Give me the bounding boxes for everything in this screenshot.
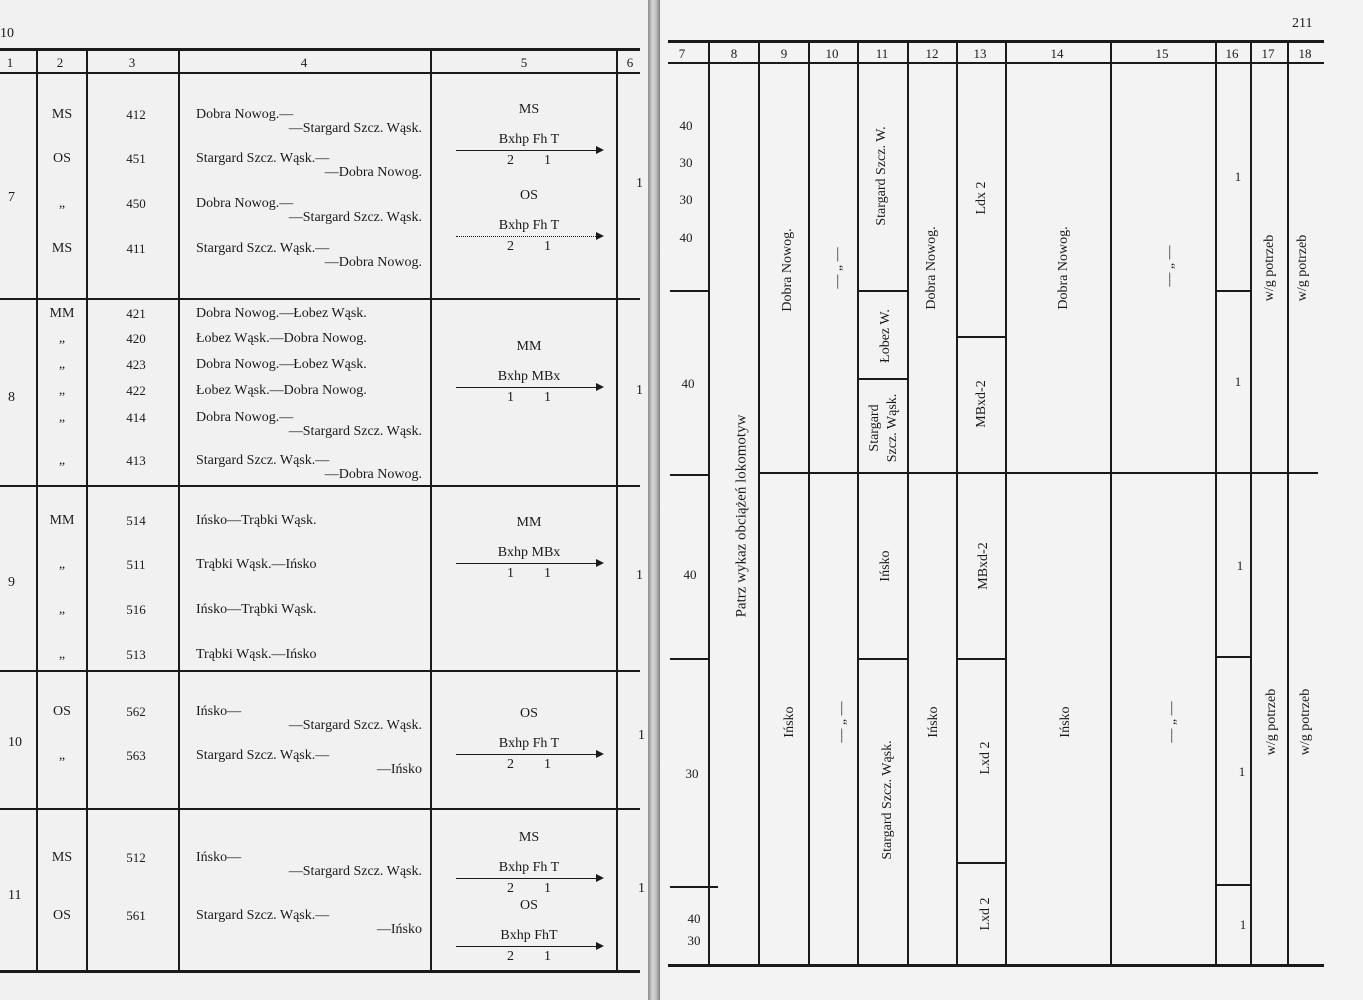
group-separator [857, 658, 907, 660]
route-line-1: Łobez Wąsk.—Dobra Nowog. [196, 331, 367, 346]
route-line-1: Ińsko— [196, 850, 242, 865]
train-category: „ [58, 453, 66, 468]
count: 2 [507, 153, 514, 168]
route-line-2: —Dobra Nowog. [324, 255, 422, 270]
route-line-2: —Dobra Nowog. [324, 467, 422, 482]
arrow-line [456, 563, 602, 564]
car-counts [456, 757, 602, 773]
group-number: 8 [8, 390, 15, 405]
route-line-1: Ińsko—Trąbki Wąsk. [196, 602, 317, 617]
train-number: 511 [126, 557, 146, 572]
route-line-1: Dobra Nowog.— [196, 196, 294, 211]
train-category: „ [58, 383, 66, 398]
count: 1 [544, 881, 551, 896]
col-divider [1215, 42, 1217, 964]
column-header: 5 [520, 55, 528, 70]
group-separator [1215, 290, 1250, 292]
car-counts [456, 881, 602, 897]
station-name: Stargard Szcz. Wąsk. [880, 740, 895, 860]
car-counts [456, 566, 602, 582]
group-separator [0, 808, 640, 810]
route-line-2: —Stargard Szcz. Wąsk. [288, 210, 422, 225]
train-category: „ [58, 331, 66, 346]
station-name: Ińsko [878, 550, 893, 582]
count: 1 [544, 390, 551, 405]
train-composition [456, 515, 602, 582]
count: 1 [544, 239, 551, 254]
count: 1 [544, 566, 551, 581]
train-composition [456, 188, 602, 255]
column-header: 11 [875, 46, 889, 61]
right-page [660, 0, 1363, 1000]
col-divider [758, 42, 760, 964]
route-line-1: Dobra Nowog.— [196, 107, 294, 122]
route-line-1: Dobra Nowog.—Łobez Wąsk. [196, 306, 367, 321]
car-types: Bxhp Fh T [498, 860, 560, 875]
route-line-2: —Stargard Szcz. Wąsk. [288, 121, 422, 136]
composition-class: MM [516, 339, 542, 354]
train-category: MM [49, 513, 75, 528]
group-number: 10 [8, 735, 22, 750]
group-separator [670, 290, 708, 292]
train-number: 561 [126, 908, 146, 923]
station-name: Ińsko [926, 706, 941, 738]
train-number: 413 [126, 453, 146, 468]
col-divider [1250, 42, 1252, 964]
group-number: 7 [8, 190, 15, 205]
train-category: OS [53, 908, 71, 923]
count: 2 [507, 881, 514, 896]
train-number: 512 [126, 850, 146, 865]
col-divider [430, 50, 432, 970]
route-line-2: —Stargard Szcz. Wąsk. [288, 424, 422, 439]
composition-class: MS [518, 830, 540, 845]
route-line-2: —Ińsko [376, 922, 422, 937]
column-6-value: 1 [638, 728, 645, 743]
count: 1 [507, 566, 514, 581]
car-types: Bxhp Fh T [498, 218, 560, 233]
route-line-2: —Stargard Szcz. Wąsk. [288, 718, 422, 733]
station-name: Dobra Nowog. [924, 226, 939, 310]
column-header: 12 [925, 46, 939, 61]
col-divider [956, 42, 958, 964]
route-line-1: Ińsko—Trąbki Wąsk. [196, 513, 317, 528]
note-as-needed: w/g potrzeb [1262, 234, 1277, 302]
count-value: 1 [1238, 764, 1246, 779]
train-composition [456, 339, 602, 406]
table-bottom-rule [668, 964, 1324, 967]
car-types: Bxhp MBx [497, 545, 561, 560]
header-bottom-rule [0, 72, 640, 74]
col-divider [708, 42, 710, 964]
composition-class: OS [520, 188, 538, 203]
ditto-mark: — „ — [830, 247, 845, 289]
car-types: Bxhp Fh T [498, 132, 560, 147]
station-name: Łobez W. [878, 309, 893, 363]
station-name: Szcz. Wąsk. [885, 393, 900, 463]
note-as-needed: w/g potrzeb [1264, 688, 1279, 756]
locomotive-load-note: Patrz wykaz obciążeń lokomotyw [733, 414, 750, 618]
route-line-1: Trąbki Wąsk.—Ińsko [196, 647, 317, 662]
column-header: 1 [6, 55, 14, 70]
car-counts [456, 153, 602, 169]
train-number: 422 [126, 383, 146, 398]
group-separator [1215, 884, 1250, 886]
train-number: 411 [126, 241, 146, 256]
composition-class: OS [520, 706, 538, 721]
speed-value: 40 [687, 911, 701, 926]
col-divider [907, 42, 909, 964]
locomotive-type: MBxd-2 [976, 542, 991, 590]
train-composition [456, 706, 602, 773]
route-line-1: Stargard Szcz. Wąsk.— [196, 151, 330, 166]
speed-value: 40 [679, 230, 693, 245]
col-divider [36, 50, 38, 970]
ditto-mark: — „ — [834, 701, 849, 743]
speed-value: 40 [681, 376, 695, 391]
speed-value: 30 [679, 192, 693, 207]
train-category: MS [51, 241, 73, 256]
column-header: 9 [780, 46, 788, 61]
station-name: Ińsko [782, 706, 797, 738]
column-6-value: 1 [636, 176, 643, 191]
route-line-1: Dobra Nowog.—Łobez Wąsk. [196, 357, 367, 372]
station-name: Dobra Nowog. [780, 228, 795, 312]
train-category: „ [58, 647, 66, 662]
speed-value: 30 [687, 933, 701, 948]
train-number: 516 [126, 602, 146, 617]
column-header: 13 [973, 46, 987, 61]
locomotive-type: MBxd-2 [974, 380, 989, 428]
train-category: „ [58, 196, 66, 211]
column-header: 6 [626, 55, 634, 70]
ditto-mark: — „ — [1162, 245, 1177, 287]
train-number: 451 [126, 151, 146, 166]
note-as-needed: w/g potrzeb [1298, 688, 1313, 756]
train-category: „ [58, 602, 66, 617]
header-top-rule [0, 48, 640, 51]
column-6-value: 1 [638, 881, 645, 896]
station-name: Dobra Nowog. [1056, 226, 1071, 310]
column-6-value: 1 [636, 568, 643, 583]
arrow-line [456, 150, 602, 151]
group-separator [758, 472, 1318, 474]
car-counts [456, 949, 602, 965]
car-types: Bxhp Fh T [498, 736, 560, 751]
column-header: 18 [1298, 46, 1312, 61]
column-header: 2 [56, 55, 64, 70]
count-value: 1 [1234, 169, 1242, 184]
train-number: 421 [126, 306, 146, 321]
route-line-1: Ińsko— [196, 704, 242, 719]
column-header: 3 [128, 55, 136, 70]
train-category: MM [49, 306, 75, 321]
column-header: 7 [678, 46, 686, 61]
train-category: „ [58, 410, 66, 425]
group-separator [670, 474, 708, 476]
column-header: 4 [300, 55, 308, 70]
column-header: 16 [1225, 46, 1239, 61]
train-category: MS [51, 107, 73, 122]
book-gutter [648, 0, 660, 1000]
train-composition [456, 898, 602, 965]
train-number: 412 [126, 107, 146, 122]
group-number: 9 [8, 575, 15, 590]
col-divider [1287, 42, 1289, 964]
ditto-mark: — „ — [1164, 701, 1179, 743]
composition-class: MS [518, 102, 540, 117]
group-separator [0, 298, 640, 300]
arrow-line [456, 236, 602, 237]
count: 2 [507, 757, 514, 772]
column-6-value: 1 [636, 383, 643, 398]
speed-value: 30 [679, 155, 693, 170]
locomotive-type: Lxd 2 [978, 897, 993, 931]
route-line-2: —Ińsko [376, 762, 422, 777]
train-number: 513 [126, 647, 146, 662]
car-types: Bxhp MBx [497, 369, 561, 384]
train-number: 450 [126, 196, 146, 211]
col-divider [616, 50, 618, 970]
group-separator [0, 670, 640, 672]
arrow-line [456, 946, 602, 947]
col-divider [808, 42, 810, 964]
arrow-line [456, 754, 602, 755]
route-line-2: —Dobra Nowog. [324, 165, 422, 180]
arrow-line [456, 387, 602, 388]
count: 2 [507, 239, 514, 254]
train-number: 423 [126, 357, 146, 372]
group-number: 11 [8, 888, 22, 903]
count: 1 [544, 153, 551, 168]
locomotive-type: Lxd 2 [978, 741, 993, 775]
count: 1 [544, 757, 551, 772]
route-line-1: Stargard Szcz. Wąsk.— [196, 453, 330, 468]
group-separator [1215, 656, 1250, 658]
train-number: 562 [126, 704, 146, 719]
route-line-1: Dobra Nowog.— [196, 410, 294, 425]
train-composition [456, 830, 602, 897]
train-composition [456, 102, 602, 169]
group-separator [857, 290, 907, 292]
train-category: OS [53, 704, 71, 719]
train-category: „ [58, 357, 66, 372]
car-counts [456, 239, 602, 255]
count: 2 [507, 949, 514, 964]
col-divider [86, 50, 88, 970]
train-category: MS [51, 850, 73, 865]
column-header: 10 [825, 46, 839, 61]
car-counts [456, 390, 602, 406]
train-number: 420 [126, 331, 146, 346]
train-number: 563 [126, 748, 146, 763]
group-separator [956, 336, 1005, 338]
composition-class: MM [516, 515, 542, 530]
train-number: 414 [126, 410, 146, 425]
route-line-1: Trąbki Wąsk.—Ińsko [196, 557, 317, 572]
col-divider [1005, 42, 1007, 964]
group-separator [0, 485, 640, 487]
train-category: OS [53, 151, 71, 166]
group-separator [956, 658, 1005, 660]
route-line-2: —Stargard Szcz. Wąsk. [288, 864, 422, 879]
col-divider [857, 42, 859, 964]
group-separator [956, 862, 1005, 864]
station-name: Ińsko [1058, 706, 1073, 738]
page-number-right: 211 [1292, 16, 1313, 31]
station-name: Stargard [867, 404, 882, 452]
column-header: 17 [1261, 46, 1275, 61]
route-line-1: Łobez Wąsk.—Dobra Nowog. [196, 383, 367, 398]
count: 1 [544, 949, 551, 964]
column-header: 14 [1050, 46, 1064, 61]
route-line-1: Stargard Szcz. Wąsk.— [196, 748, 330, 763]
arrow-line [456, 878, 602, 879]
speed-value: 30 [685, 766, 699, 781]
header-top-rule [668, 40, 1324, 43]
col-divider [178, 50, 180, 970]
column-header: 15 [1155, 46, 1169, 61]
train-number: 514 [126, 513, 146, 528]
car-types: Bxhp FhT [500, 928, 558, 943]
left-page [0, 0, 648, 1000]
speed-value: 40 [679, 118, 693, 133]
station-name: Stargard Szcz. W. [874, 126, 889, 226]
composition-class: OS [520, 898, 538, 913]
header-bottom-rule [668, 62, 1324, 64]
column-header: 8 [730, 46, 738, 61]
locomotive-type: Ldx 2 [974, 181, 989, 215]
note-as-needed: w/g potrzeb [1295, 234, 1310, 302]
col-divider [1110, 42, 1112, 964]
page-number-left: 10 [0, 26, 14, 41]
train-category: „ [58, 748, 66, 763]
group-separator [670, 886, 718, 888]
group-separator [670, 658, 708, 660]
group-separator [857, 378, 907, 380]
speed-value: 40 [683, 567, 697, 582]
count-value: 1 [1234, 374, 1242, 389]
count-value: 1 [1239, 917, 1247, 932]
count-value: 1 [1236, 558, 1244, 573]
train-category: „ [58, 557, 66, 572]
count: 1 [507, 390, 514, 405]
table-bottom-rule [0, 970, 640, 973]
route-line-1: Stargard Szcz. Wąsk.— [196, 908, 330, 923]
route-line-1: Stargard Szcz. Wąsk.— [196, 241, 330, 256]
